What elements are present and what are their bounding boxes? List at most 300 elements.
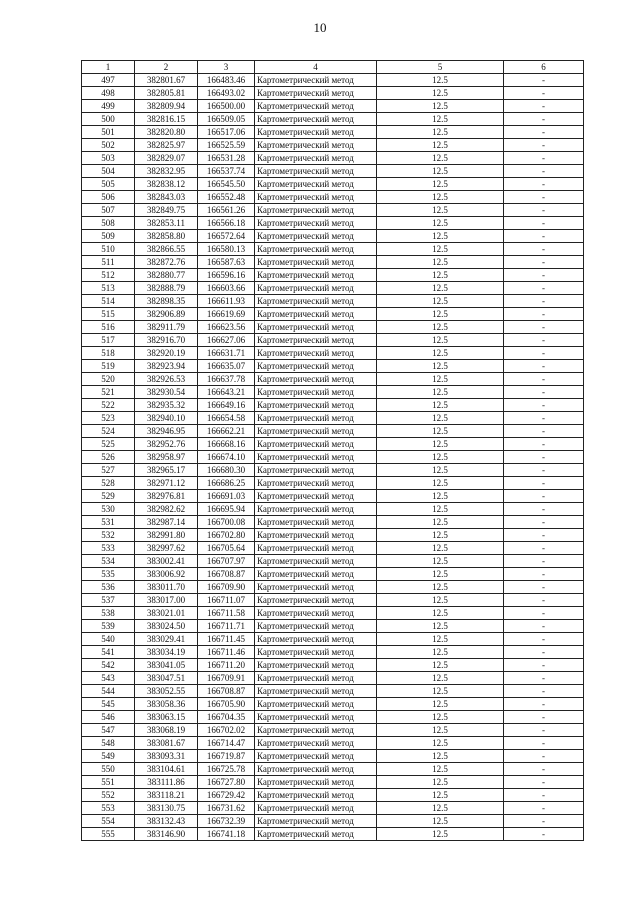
table-row	[82, 191, 584, 204]
method-cell: Картометрический метод	[255, 282, 377, 295]
table-row	[82, 230, 584, 243]
point-number-cell: 542	[82, 659, 135, 672]
table-row	[82, 542, 584, 555]
accuracy-cell: 12.5	[377, 607, 504, 620]
x-coordinate-cell: 382825.97	[135, 139, 198, 152]
table-row	[82, 568, 584, 581]
method-cell: Картометрический метод	[255, 438, 377, 451]
y-coordinate-cell: 166500.00	[198, 100, 255, 113]
method-cell: Картометрический метод	[255, 295, 377, 308]
x-coordinate-cell: 382926.53	[135, 373, 198, 386]
point-number-cell: 501	[82, 126, 135, 139]
point-number-cell: 500	[82, 113, 135, 126]
accuracy-cell: 12.5	[377, 412, 504, 425]
method-cell: Картометрический метод	[255, 776, 377, 789]
accuracy-cell: 12.5	[377, 711, 504, 724]
column-header-1: 1	[82, 61, 135, 74]
y-coordinate-cell: 166572.64	[198, 230, 255, 243]
note-cell: -	[504, 503, 584, 516]
table-row	[82, 321, 584, 334]
method-cell: Картометрический метод	[255, 724, 377, 737]
y-coordinate-cell: 166537.74	[198, 165, 255, 178]
method-cell: Картометрический метод	[255, 490, 377, 503]
y-coordinate-cell: 166686.25	[198, 477, 255, 490]
point-number-cell: 532	[82, 529, 135, 542]
accuracy-cell: 12.5	[377, 555, 504, 568]
point-number-cell: 528	[82, 477, 135, 490]
point-number-cell: 497	[82, 74, 135, 87]
table-row	[82, 555, 584, 568]
method-cell: Картометрический метод	[255, 529, 377, 542]
x-coordinate-cell: 382906.89	[135, 308, 198, 321]
table-row	[82, 516, 584, 529]
method-cell: Картометрический метод	[255, 464, 377, 477]
point-number-cell: 540	[82, 633, 135, 646]
method-cell: Картометрический метод	[255, 113, 377, 126]
point-number-cell: 523	[82, 412, 135, 425]
note-cell: -	[504, 360, 584, 373]
note-cell: -	[504, 711, 584, 724]
accuracy-cell: 12.5	[377, 399, 504, 412]
method-cell: Картометрический метод	[255, 646, 377, 659]
y-coordinate-cell: 166668.16	[198, 438, 255, 451]
column-header-2: 2	[135, 61, 198, 74]
method-cell: Картометрический метод	[255, 555, 377, 568]
x-coordinate-cell: 383024.50	[135, 620, 198, 633]
method-cell: Картометрический метод	[255, 217, 377, 230]
table-row	[82, 360, 584, 373]
point-number-cell: 553	[82, 802, 135, 815]
x-coordinate-cell: 382952.76	[135, 438, 198, 451]
y-coordinate-cell: 166580.13	[198, 243, 255, 256]
y-coordinate-cell: 166483.46	[198, 74, 255, 87]
x-coordinate-cell: 382935.32	[135, 399, 198, 412]
table-row	[82, 828, 584, 841]
point-number-cell: 537	[82, 594, 135, 607]
y-coordinate-cell: 166709.91	[198, 672, 255, 685]
point-number-cell: 531	[82, 516, 135, 529]
accuracy-cell: 12.5	[377, 204, 504, 217]
method-cell: Картометрический метод	[255, 763, 377, 776]
table-row	[82, 386, 584, 399]
accuracy-cell: 12.5	[377, 334, 504, 347]
point-number-cell: 536	[82, 581, 135, 594]
table-row	[82, 698, 584, 711]
point-number-cell: 510	[82, 243, 135, 256]
x-coordinate-cell: 383130.75	[135, 802, 198, 815]
table-row	[82, 178, 584, 191]
note-cell: -	[504, 828, 584, 841]
method-cell: Картометрический метод	[255, 87, 377, 100]
table-row	[82, 204, 584, 217]
note-cell: -	[504, 802, 584, 815]
note-cell: -	[504, 295, 584, 308]
y-coordinate-cell: 166725.78	[198, 763, 255, 776]
y-coordinate-cell: 166566.18	[198, 217, 255, 230]
method-cell: Картометрический метод	[255, 386, 377, 399]
accuracy-cell: 12.5	[377, 308, 504, 321]
method-cell: Картометрический метод	[255, 165, 377, 178]
x-coordinate-cell: 383011.70	[135, 581, 198, 594]
note-cell: -	[504, 607, 584, 620]
accuracy-cell: 12.5	[377, 529, 504, 542]
y-coordinate-cell: 166627.06	[198, 334, 255, 347]
note-cell: -	[504, 438, 584, 451]
x-coordinate-cell: 382866.55	[135, 243, 198, 256]
x-coordinate-cell: 383002.41	[135, 555, 198, 568]
accuracy-cell: 12.5	[377, 438, 504, 451]
table-row	[82, 750, 584, 763]
note-cell: -	[504, 191, 584, 204]
y-coordinate-cell: 166635.07	[198, 360, 255, 373]
y-coordinate-cell: 166708.87	[198, 568, 255, 581]
point-number-cell: 506	[82, 191, 135, 204]
table-row	[82, 815, 584, 828]
x-coordinate-cell: 382982.62	[135, 503, 198, 516]
method-cell: Картометрический метод	[255, 581, 377, 594]
note-cell: -	[504, 451, 584, 464]
point-number-cell: 498	[82, 87, 135, 100]
x-coordinate-cell: 382872.76	[135, 256, 198, 269]
x-coordinate-cell: 382958.97	[135, 451, 198, 464]
method-cell: Картометрический метод	[255, 802, 377, 815]
x-coordinate-cell: 382838.12	[135, 178, 198, 191]
method-cell: Картометрический метод	[255, 594, 377, 607]
y-coordinate-cell: 166611.93	[198, 295, 255, 308]
accuracy-cell: 12.5	[377, 217, 504, 230]
point-number-cell: 522	[82, 399, 135, 412]
table-row	[82, 464, 584, 477]
y-coordinate-cell: 166587.63	[198, 256, 255, 269]
table-row	[82, 126, 584, 139]
note-cell: -	[504, 256, 584, 269]
x-coordinate-cell: 382858.80	[135, 230, 198, 243]
table-row	[82, 802, 584, 815]
y-coordinate-cell: 166700.08	[198, 516, 255, 529]
x-coordinate-cell: 382843.03	[135, 191, 198, 204]
note-cell: -	[504, 763, 584, 776]
y-coordinate-cell: 166732.39	[198, 815, 255, 828]
x-coordinate-cell: 383063.15	[135, 711, 198, 724]
accuracy-cell: 12.5	[377, 672, 504, 685]
table-row	[82, 646, 584, 659]
table-row	[82, 74, 584, 87]
accuracy-cell: 12.5	[377, 282, 504, 295]
method-cell: Картометрический метод	[255, 672, 377, 685]
accuracy-cell: 12.5	[377, 321, 504, 334]
y-coordinate-cell: 166603.66	[198, 282, 255, 295]
table-row	[82, 295, 584, 308]
accuracy-cell: 12.5	[377, 451, 504, 464]
point-number-cell: 517	[82, 334, 135, 347]
accuracy-cell: 12.5	[377, 386, 504, 399]
accuracy-cell: 12.5	[377, 165, 504, 178]
note-cell: -	[504, 217, 584, 230]
x-coordinate-cell: 383104.61	[135, 763, 198, 776]
table-row	[82, 776, 584, 789]
y-coordinate-cell: 166711.20	[198, 659, 255, 672]
point-number-cell: 508	[82, 217, 135, 230]
y-coordinate-cell: 166674.10	[198, 451, 255, 464]
note-cell: -	[504, 724, 584, 737]
method-cell: Картометрический метод	[255, 503, 377, 516]
page-number: 10	[313, 20, 327, 35]
accuracy-cell: 12.5	[377, 126, 504, 139]
accuracy-cell: 12.5	[377, 74, 504, 87]
note-cell: -	[504, 347, 584, 360]
accuracy-cell: 12.5	[377, 464, 504, 477]
method-cell: Картометрический метод	[255, 178, 377, 191]
note-cell: -	[504, 87, 584, 100]
x-coordinate-cell: 383093.31	[135, 750, 198, 763]
note-cell: -	[504, 815, 584, 828]
note-cell: -	[504, 139, 584, 152]
x-coordinate-cell: 382820.80	[135, 126, 198, 139]
y-coordinate-cell: 166705.90	[198, 698, 255, 711]
method-cell: Картометрический метод	[255, 243, 377, 256]
column-header-5: 5	[377, 61, 504, 74]
table-row	[82, 620, 584, 633]
method-cell: Картометрический метод	[255, 542, 377, 555]
x-coordinate-cell: 382987.14	[135, 516, 198, 529]
note-cell: -	[504, 100, 584, 113]
point-number-cell: 515	[82, 308, 135, 321]
method-cell: Картометрический метод	[255, 698, 377, 711]
y-coordinate-cell: 166727.80	[198, 776, 255, 789]
point-number-cell: 524	[82, 425, 135, 438]
table-row	[82, 711, 584, 724]
note-cell: -	[504, 230, 584, 243]
table-row	[82, 113, 584, 126]
point-number-cell: 511	[82, 256, 135, 269]
x-coordinate-cell: 383132.43	[135, 815, 198, 828]
note-cell: -	[504, 737, 584, 750]
point-number-cell: 505	[82, 178, 135, 191]
point-number-cell: 521	[82, 386, 135, 399]
accuracy-cell: 12.5	[377, 594, 504, 607]
point-number-cell: 507	[82, 204, 135, 217]
point-number-cell: 519	[82, 360, 135, 373]
table-row	[82, 256, 584, 269]
method-cell: Картометрический метод	[255, 750, 377, 763]
x-coordinate-cell: 382880.77	[135, 269, 198, 282]
table-row	[82, 633, 584, 646]
table-row	[82, 724, 584, 737]
note-cell: -	[504, 113, 584, 126]
table-row	[82, 269, 584, 282]
x-coordinate-cell: 383081.67	[135, 737, 198, 750]
note-cell: -	[504, 776, 584, 789]
x-coordinate-cell: 382911.79	[135, 321, 198, 334]
accuracy-cell: 12.5	[377, 347, 504, 360]
y-coordinate-cell: 166691.03	[198, 490, 255, 503]
method-cell: Картометрический метод	[255, 204, 377, 217]
y-coordinate-cell: 166525.59	[198, 139, 255, 152]
y-coordinate-cell: 166545.50	[198, 178, 255, 191]
accuracy-cell: 12.5	[377, 490, 504, 503]
x-coordinate-cell: 383021.01	[135, 607, 198, 620]
table-row	[82, 308, 584, 321]
y-coordinate-cell: 166623.56	[198, 321, 255, 334]
note-cell: -	[504, 672, 584, 685]
note-cell: -	[504, 555, 584, 568]
accuracy-cell: 12.5	[377, 815, 504, 828]
accuracy-cell: 12.5	[377, 776, 504, 789]
table-row	[82, 87, 584, 100]
method-cell: Картометрический метод	[255, 269, 377, 282]
y-coordinate-cell: 166705.64	[198, 542, 255, 555]
y-coordinate-cell: 166741.18	[198, 828, 255, 841]
y-coordinate-cell: 166517.06	[198, 126, 255, 139]
table-row	[82, 425, 584, 438]
table-row	[82, 152, 584, 165]
y-coordinate-cell: 166708.87	[198, 685, 255, 698]
note-cell: -	[504, 152, 584, 165]
table-row	[82, 451, 584, 464]
y-coordinate-cell: 166643.21	[198, 386, 255, 399]
note-cell: -	[504, 126, 584, 139]
accuracy-cell: 12.5	[377, 633, 504, 646]
accuracy-cell: 12.5	[377, 269, 504, 282]
point-number-cell: 544	[82, 685, 135, 698]
x-coordinate-cell: 382801.67	[135, 74, 198, 87]
accuracy-cell: 12.5	[377, 477, 504, 490]
method-cell: Картометрический метод	[255, 373, 377, 386]
accuracy-cell: 12.5	[377, 373, 504, 386]
method-cell: Картометрический метод	[255, 100, 377, 113]
table-row	[82, 672, 584, 685]
point-number-cell: 538	[82, 607, 135, 620]
x-coordinate-cell: 383058.36	[135, 698, 198, 711]
table-row	[82, 789, 584, 802]
point-number-cell: 555	[82, 828, 135, 841]
x-coordinate-cell: 383034.19	[135, 646, 198, 659]
point-number-cell: 503	[82, 152, 135, 165]
point-number-cell: 530	[82, 503, 135, 516]
table-row	[82, 373, 584, 386]
y-coordinate-cell: 166711.07	[198, 594, 255, 607]
accuracy-cell: 12.5	[377, 620, 504, 633]
y-coordinate-cell: 166654.58	[198, 412, 255, 425]
table-row	[82, 139, 584, 152]
x-coordinate-cell: 383052.55	[135, 685, 198, 698]
point-number-cell: 513	[82, 282, 135, 295]
x-coordinate-cell: 383041.05	[135, 659, 198, 672]
point-number-cell: 549	[82, 750, 135, 763]
y-coordinate-cell: 166662.21	[198, 425, 255, 438]
y-coordinate-cell: 166711.46	[198, 646, 255, 659]
x-coordinate-cell: 383017.00	[135, 594, 198, 607]
point-number-cell: 545	[82, 698, 135, 711]
column-header-4: 4	[255, 61, 377, 74]
method-cell: Картометрический метод	[255, 321, 377, 334]
x-coordinate-cell: 382923.94	[135, 360, 198, 373]
accuracy-cell: 12.5	[377, 113, 504, 126]
accuracy-cell: 12.5	[377, 230, 504, 243]
point-number-cell: 499	[82, 100, 135, 113]
method-cell: Картометрический метод	[255, 152, 377, 165]
x-coordinate-cell: 382898.35	[135, 295, 198, 308]
y-coordinate-cell: 166509.05	[198, 113, 255, 126]
x-coordinate-cell: 382940.10	[135, 412, 198, 425]
table-row	[82, 594, 584, 607]
y-coordinate-cell: 166702.02	[198, 724, 255, 737]
method-cell: Картометрический метод	[255, 230, 377, 243]
table-row	[82, 503, 584, 516]
note-cell: -	[504, 386, 584, 399]
accuracy-cell: 12.5	[377, 802, 504, 815]
method-cell: Картометрический метод	[255, 360, 377, 373]
y-coordinate-cell: 166719.87	[198, 750, 255, 763]
point-number-cell: 529	[82, 490, 135, 503]
note-cell: -	[504, 204, 584, 217]
method-cell: Картометрический метод	[255, 607, 377, 620]
accuracy-cell: 12.5	[377, 542, 504, 555]
table-row	[82, 607, 584, 620]
point-number-cell: 509	[82, 230, 135, 243]
point-number-cell: 518	[82, 347, 135, 360]
column-header-3: 3	[198, 61, 255, 74]
method-cell: Картометрический метод	[255, 139, 377, 152]
accuracy-cell: 12.5	[377, 724, 504, 737]
note-cell: -	[504, 308, 584, 321]
x-coordinate-cell: 382930.54	[135, 386, 198, 399]
x-coordinate-cell: 383118.21	[135, 789, 198, 802]
y-coordinate-cell: 166707.97	[198, 555, 255, 568]
x-coordinate-cell: 382853.11	[135, 217, 198, 230]
y-coordinate-cell: 166649.16	[198, 399, 255, 412]
accuracy-cell: 12.5	[377, 828, 504, 841]
method-cell: Картометрический метод	[255, 789, 377, 802]
method-cell: Картометрический метод	[255, 308, 377, 321]
x-coordinate-cell: 382809.94	[135, 100, 198, 113]
y-coordinate-cell: 166561.26	[198, 204, 255, 217]
x-coordinate-cell: 382920.19	[135, 347, 198, 360]
note-cell: -	[504, 74, 584, 87]
accuracy-cell: 12.5	[377, 100, 504, 113]
method-cell: Картометрический метод	[255, 425, 377, 438]
x-coordinate-cell: 382991.80	[135, 529, 198, 542]
note-cell: -	[504, 633, 584, 646]
note-cell: -	[504, 581, 584, 594]
x-coordinate-cell: 383029.41	[135, 633, 198, 646]
method-cell: Картометрический метод	[255, 568, 377, 581]
method-cell: Картометрический метод	[255, 191, 377, 204]
table-row	[82, 477, 584, 490]
table-row	[82, 659, 584, 672]
x-coordinate-cell: 382805.81	[135, 87, 198, 100]
y-coordinate-cell: 166619.69	[198, 308, 255, 321]
method-cell: Картометрический метод	[255, 412, 377, 425]
x-coordinate-cell: 382976.81	[135, 490, 198, 503]
x-coordinate-cell: 382997.62	[135, 542, 198, 555]
y-coordinate-cell: 166702.80	[198, 529, 255, 542]
method-cell: Картометрический метод	[255, 815, 377, 828]
table-row	[82, 490, 584, 503]
point-number-cell: 539	[82, 620, 135, 633]
table-header-row	[82, 61, 584, 74]
note-cell: -	[504, 243, 584, 256]
x-coordinate-cell: 382965.17	[135, 464, 198, 477]
y-coordinate-cell: 166711.71	[198, 620, 255, 633]
accuracy-cell: 12.5	[377, 243, 504, 256]
x-coordinate-cell: 382946.95	[135, 425, 198, 438]
note-cell: -	[504, 373, 584, 386]
note-cell: -	[504, 516, 584, 529]
accuracy-cell: 12.5	[377, 685, 504, 698]
table-row	[82, 282, 584, 295]
accuracy-cell: 12.5	[377, 360, 504, 373]
